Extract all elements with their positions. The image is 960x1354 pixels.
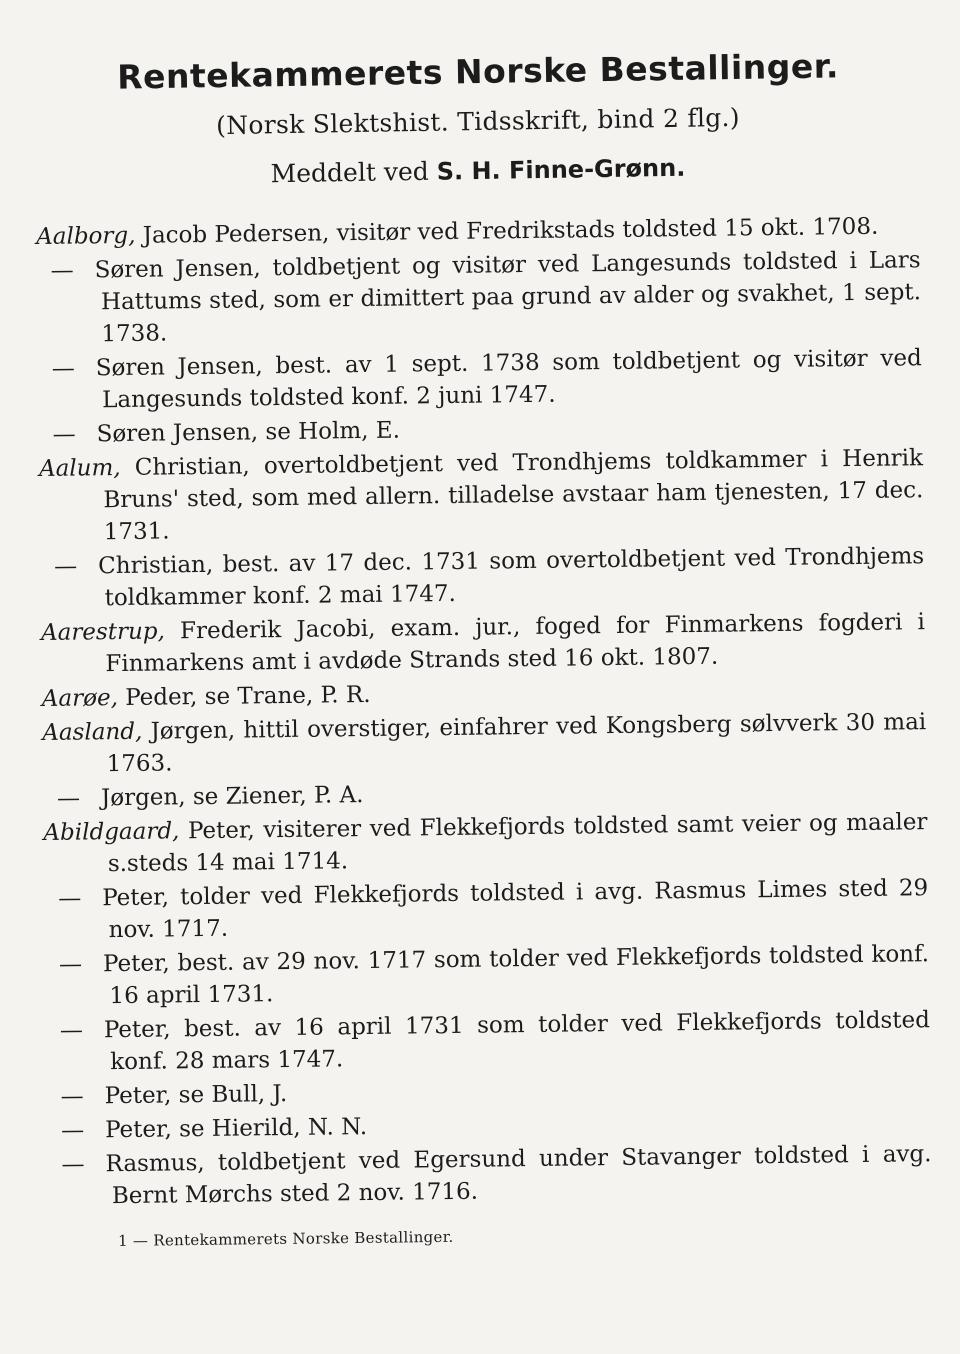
entry-dash: — <box>60 1083 84 1110</box>
entry-head: Aarøe, <box>41 685 119 712</box>
entry <box>36 244 921 351</box>
entry <box>39 442 924 549</box>
entry-head: Aasland, <box>42 718 143 746</box>
byline-prefix: Meddelt ved <box>270 156 429 189</box>
entry-dash: — <box>50 257 74 284</box>
entry-text: Frederik Jacobi, exam. jur., foged for Finmarkens fogderi i Finmarkens amt i avdøde Strands sted 16 okt. 1807. <box>105 609 926 678</box>
entry-dash: — <box>61 1151 85 1178</box>
entry-text: Peter, visiterer ved Flekkefjords toldsted samt veier og maaler s.steds 14 mai 1714. <box>107 809 928 878</box>
entry <box>42 706 927 781</box>
entry-dash: — <box>51 355 75 382</box>
entry-dash: — <box>58 951 83 978</box>
entry-text: Jørgen, se Ziener, P. A. <box>100 782 364 812</box>
entry-list <box>36 210 932 1213</box>
entry-text: Christian, best. av 17 dec. 1731 som overtoldbetjent ved Trondhjems toldkammer konf. 2 mai 1747. <box>98 543 925 612</box>
entry-dash: — <box>59 1017 84 1044</box>
entry-dash: — <box>60 1117 85 1144</box>
entry-head: Aalum, <box>38 454 121 482</box>
entry-text: Søren Jensen, toldbetjent og visitør ved Langesunds toldsted i Lars Hattums sted, som er dimittert paa grund av alder og svakhet, 1 sept. 1738. <box>94 247 922 348</box>
entry-text: Søren Jensen, se Holm, E. <box>96 417 401 448</box>
entry-text: Christian, overtoldbetjent ved Trondhjems toldkammer i Henrik Bruns' sted, som med allern. tilladelse avstaar ham tjenesten, 17 dec. 1731. <box>103 445 924 546</box>
entry <box>38 342 923 417</box>
entry-head: Abildgaard, <box>43 818 180 846</box>
entry <box>45 938 930 1013</box>
entry-text: Peter, best. av 29 nov. 1717 som tolder ved Flekkefjords toldsted konf. 16 april 1731. <box>102 941 930 1010</box>
footnote: 1 — Rentekammerets Norske Bestallinger. <box>117 1227 454 1250</box>
entry-text: Jacob Pedersen, visitør ved Fredrikstads toldsted 15 okt. 1708. <box>135 213 879 249</box>
source-citation: (Norsk Slektshist. Tidsskrift, bind 2 flg.) <box>215 102 741 141</box>
entry <box>47 1138 932 1213</box>
entry <box>43 806 928 881</box>
entry-dash: — <box>54 553 78 580</box>
entry-head: Aarestrup, <box>40 618 166 646</box>
entry-text: Søren Jensen, best. av 1 sept. 1738 som toldbetjent og visitør ved Langesunds toldsted konf. 2 juni 1747. <box>95 345 922 414</box>
entry-dash: — <box>56 785 81 812</box>
entry-text: Jørgen, hittil overstiger, einfahrer ved Kongsberg sølvverk 30 mai 1763. <box>106 709 927 778</box>
entry-text: Peter, se Bull, J. <box>104 1080 288 1110</box>
entry <box>44 872 929 947</box>
entry-text: Peter, se Hierild, N. N. <box>104 1114 368 1144</box>
entry-dash: — <box>52 421 76 448</box>
page-title: Rentekammerets Norske Bestallinger. <box>116 46 840 97</box>
entry <box>40 540 925 615</box>
byline <box>36 149 920 192</box>
entry-text: Peter, best. av 16 april 1731 som tolder ved Flekkefjords toldsted konf. 28 mars 1747. <box>103 1007 930 1076</box>
entry <box>41 606 926 681</box>
entry-text: Peter, tolder ved Flekkefjords toldsted i avg. Rasmus Limes sted 29 nov. 1717. <box>102 875 929 944</box>
entry <box>46 1004 931 1079</box>
entry-head: Aalborg, <box>36 222 136 250</box>
entry-text: Rasmus, toldbetjent ved Egersund under Stavanger toldsted i avg. Bernt Mørchs sted 2 nov. 1716. <box>105 1141 932 1210</box>
entry-text: Peder, se Trane, P. R. <box>117 681 371 712</box>
entry-dash: — <box>58 885 82 912</box>
byline-author: S. H. Finne-Grønn. <box>436 153 686 186</box>
